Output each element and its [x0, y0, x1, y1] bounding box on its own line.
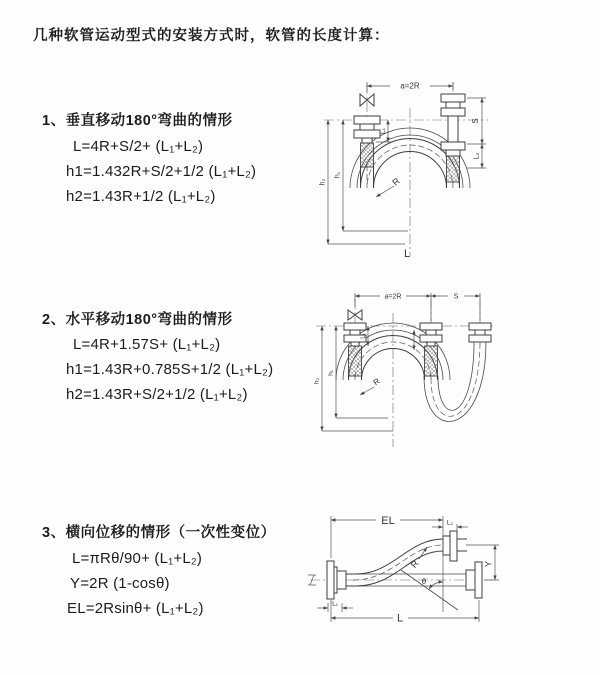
left-fitting: [354, 116, 380, 167]
section-2-formula-3: h2=1.43R+S/2+1/2 (L₁+L₂): [66, 386, 248, 403]
hose-top-wall: [356, 539, 443, 574]
section-1-formula-3: h2=1.43R+1/2 (L₁+L₂): [66, 188, 216, 205]
radius-leader: [376, 186, 394, 197]
radius-label: R: [371, 376, 382, 388]
section-3-formula-3: EL=2Rsinθ+ (L₁+L₂): [67, 600, 204, 617]
dim-label-l2: L₂: [446, 519, 454, 527]
hose-centerline: [353, 545, 443, 580]
page-title: 几种软管运动型式的安装方式时，软管的长度计算：: [33, 28, 390, 44]
dim-label-el: EL: [381, 515, 395, 527]
section-1-heading: 1、垂直移动180°弯曲的情形: [42, 113, 233, 129]
pipe-section: [448, 116, 458, 142]
radius-leader: [360, 387, 374, 395]
diagonal-line: [401, 570, 458, 610]
dim-label-h2: h₂: [319, 178, 327, 186]
dim-label-h1: h₁: [327, 370, 335, 376]
radius-label: R: [390, 175, 402, 188]
section-2-formula-2: h1=1.43R+0.785S+1/2 (L₁+L₂): [66, 361, 274, 378]
section-3-heading: 3、横向位移的情形（一次性变位）: [42, 525, 276, 541]
upper-flange: [443, 531, 467, 561]
pipe-centerlines: [355, 299, 480, 325]
diagram-lateral-displacement: [298, 500, 598, 650]
pipe-stub: [457, 539, 467, 551]
braid-section: [425, 346, 438, 376]
section-1-formula-1: L=4R+S/2+ (L₁+L₂): [73, 138, 204, 155]
section-1-formula-2: h1=1.432R+S/2+1/2 (L₁+L₂): [66, 163, 257, 180]
angle-arc: [429, 582, 443, 589]
dim-label-y: Y: [483, 560, 494, 568]
section-3-formula-2: Y=2R (1-cosθ): [70, 575, 170, 592]
dim-label-s: S: [471, 118, 480, 124]
dim-label-l1: L₁: [379, 127, 387, 135]
centerlines: [313, 299, 496, 447]
hose-s-curve: [353, 539, 443, 586]
braid-section: [447, 156, 460, 182]
braid-section: [361, 143, 374, 167]
right-fitting-upper: [441, 94, 465, 142]
dim-label-a2r: a=2R: [400, 81, 420, 91]
braid-section: [349, 346, 362, 376]
section-3-formula-1: L=πRθ/90+ (L₁+L₂): [72, 550, 203, 567]
dim-label-l1: L₁: [332, 600, 338, 608]
middle-fitting: [420, 323, 442, 376]
radius-leader: [419, 547, 427, 559]
dim-label-h1: h₁: [334, 171, 342, 179]
radius-label: R: [408, 558, 421, 570]
dim-label-l1: L₁: [360, 333, 367, 339]
dim-label-s: S: [453, 293, 459, 301]
hose-bottom-wall: [356, 551, 443, 586]
section-2-heading: 2、水平移动180°弯曲的情形: [42, 312, 233, 328]
dim-label-l: L: [396, 612, 404, 625]
right-lower-flange: [475, 562, 482, 598]
left-fitting: [344, 323, 366, 376]
right-fitting: [469, 323, 491, 342]
diagram-horizontal-180-bend: [308, 285, 598, 460]
dim-label-h2: h₂: [313, 377, 321, 385]
angle-label: θ: [421, 577, 427, 586]
collar: [443, 536, 450, 555]
length-label: L: [403, 248, 411, 260]
section-2-formula-1: L=4R+1.57S+ (L₁+L₂): [73, 336, 221, 353]
dim-label-a2r: a=2R: [384, 293, 402, 301]
collar: [466, 570, 475, 590]
dim-label-l2: L₂: [473, 152, 481, 160]
diagram-vertical-180-bend: [310, 70, 590, 260]
